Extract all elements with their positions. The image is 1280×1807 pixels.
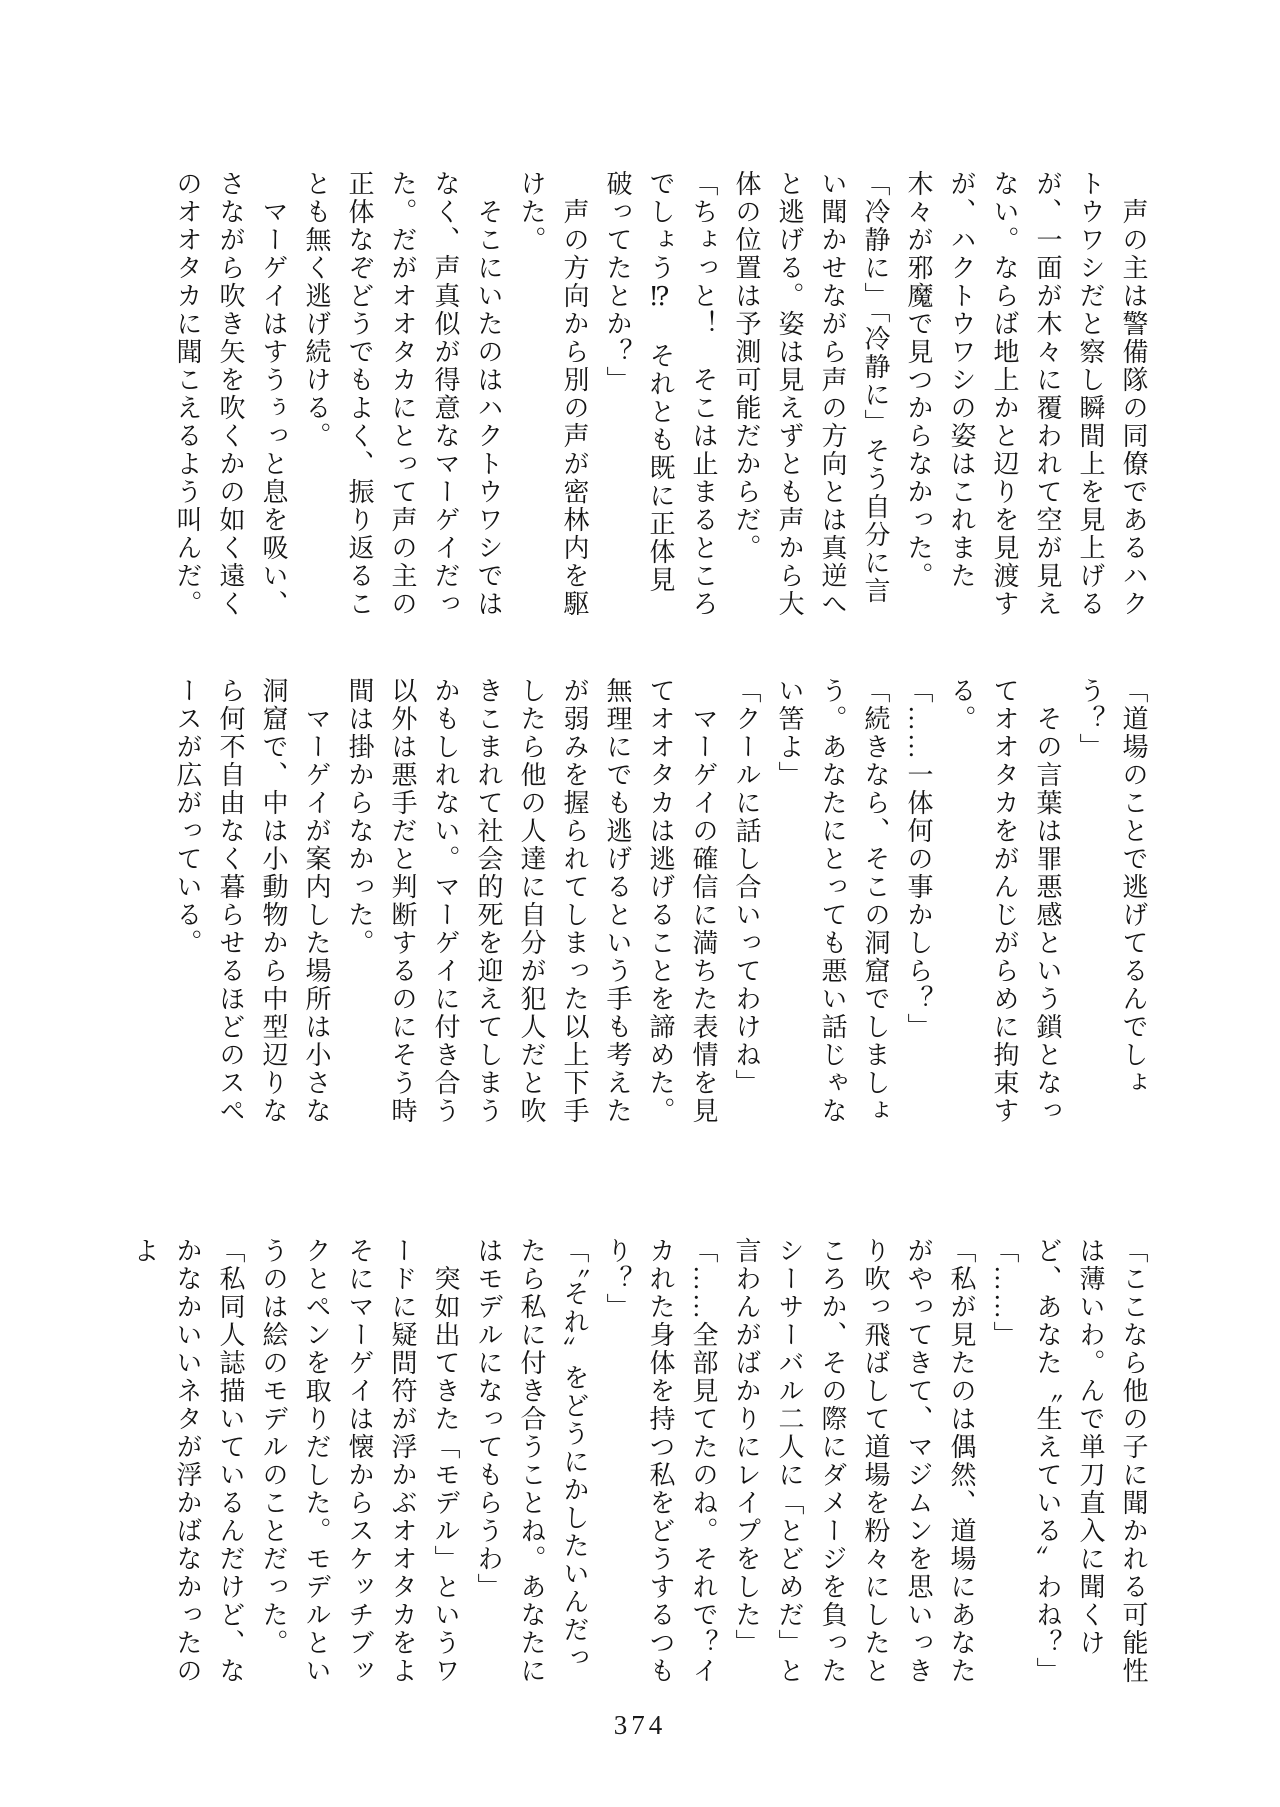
paragraph: 声の主は警備隊の同僚であるハクトウワシだと察し瞬間上を見上げるが、一面が木々に覆われて空が見えない。ならば地上かと辺りを見渡すが、ハクトウワシの姿はこれまた木々が邪魔で見つからなかった。 — [904, 170, 1148, 618]
paragraph: 「冷静に」「冷静に」そう自分に言い聞かせながら声の方向とは真逆へと逃げる。姿は見えずとも声から大体の位置は予測可能だからだ。 — [732, 170, 890, 618]
paragraph: そこにいたのはハクトウワシではなく、声真似が得意なマーゲイだった。だがオオタカにとって声の主の正体なぞどうでもよく、振り返ることも無く逃げ続ける。 — [302, 170, 503, 618]
paragraph: 「……全部見てたのね。それで？イカれた身体を持つ私をどうするつもり？」 — [603, 1237, 718, 1685]
paragraph: マーゲイの確信に満ちた表情を見てオオタカは逃げることを諦めた。無理にでも逃げるという手も考えたが弱みを握られてしまった以上下手したら他の人達に自分が犯人だと吹きこまれて社会的死を迎えてしまうかもしれない。マーゲイに付き合う以外は悪手だと判断するのにそう時間は掛からなかった。 — [345, 677, 718, 1125]
text-band-middle — [166, 677, 1155, 1127]
paragraph: マーゲイはすうぅっと息を吸い、さながら吹き矢を吹くかの如く遠くのオオタカに聞こえるよう叫んだ。 — [173, 170, 288, 618]
paragraph: 「……一体何の事かしら？」 — [904, 677, 933, 1041]
paragraph: 「続きなら、そこの洞窟でしましょう。あなたにとっても悪い話じゃない筈よ」 — [775, 677, 890, 1125]
page-number: 374 — [613, 1710, 667, 1740]
paragraph: 声の方向から別の声が密林内を駆けた。 — [517, 170, 589, 618]
text-band-top — [166, 170, 1155, 620]
paragraph: その言葉は罪悪感という鎖となってオオタカをがんじがらめに拘束する。 — [947, 677, 1062, 1125]
paragraph: 「道場のことで逃げてるんでしょう？」 — [1076, 677, 1148, 1097]
paragraph: 「……」 — [990, 1237, 1019, 1349]
paragraph: マーゲイが案内した場所は小さな洞窟で、中は小動物から中型辺りなら何不自由なく暮らせるほどのスペースが広がっている。 — [173, 677, 331, 1125]
paragraph: 「〝それ〟をどうにかしたいんだったら私に付き合うことね。あなたにはモデルになってもらうわ」 — [474, 1237, 589, 1685]
paragraph: 「ここなら他の子に聞かれる可能性は薄いわ。んで単刀直入に聞くけど、あなた〝生えている〟わね？」 — [1033, 1237, 1148, 1685]
paragraph: 「クールに話し合いってわけね」 — [732, 677, 761, 1097]
paragraph: 「私が見たのは偶然、道場にあなたがやってきて、マジムンを思いっきり吹っ飛ばして道場を粉々にしたところか、その際にダメージを負ったシーサーバル二人に「とどめだ」と言わんがばかりにレイプをした」 — [732, 1237, 976, 1685]
text-band-bottom — [123, 1237, 1155, 1687]
paragraph: 「ちょっと！ そこは止まるところでしょう⁉ それとも既に正体見破ってたとか？」 — [603, 170, 718, 618]
paragraph: 「私同人誌描いているんだけど、なかなかいいネタが浮かばなかったのよ — [130, 1237, 245, 1685]
paragraph: 突如出てきた「モデル」というワードに疑問符が浮かぶオオタカをよそにマーゲイは懐からスケッチブックとペンを取りだした。モデルというのは絵のモデルのことだった。 — [259, 1237, 460, 1685]
